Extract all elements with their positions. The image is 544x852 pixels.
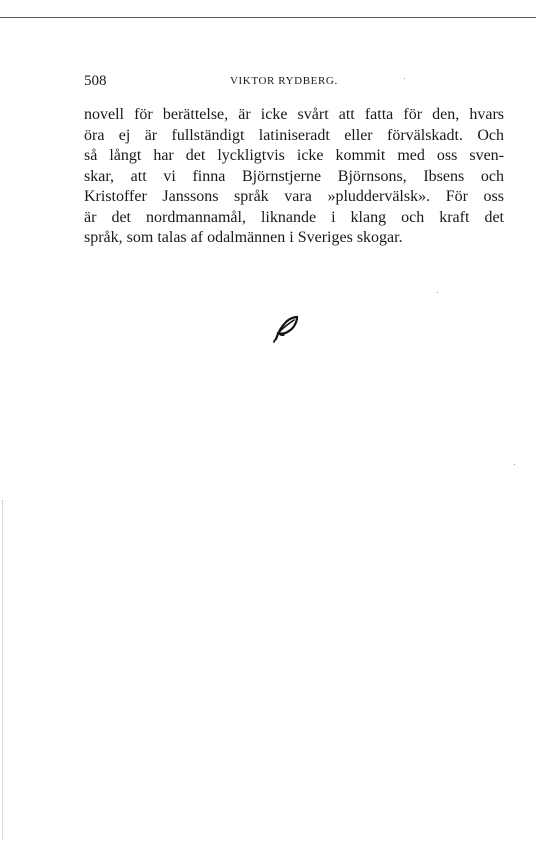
text-line: så långt har det lyckligtvis icke kommit med oss sven- bbox=[84, 147, 504, 164]
top-rule bbox=[0, 17, 536, 18]
running-head bbox=[84, 73, 504, 91]
leaf-ornament-icon bbox=[272, 313, 300, 343]
paper-speck bbox=[437, 292, 438, 293]
paper-speck bbox=[514, 464, 515, 465]
page-number: 508 bbox=[84, 73, 107, 89]
text-line: Kristoffer Janssons språk vara »pluddervälsk». För oss bbox=[84, 188, 504, 205]
text-line: skar, att vi finna Björnstjerne Björnsons, Ibsens och bbox=[84, 167, 504, 185]
text-line: språk, som talas af odalmännen i Sveriges skogar. bbox=[84, 229, 403, 246]
body-text bbox=[84, 105, 504, 249]
text-line: öra ej är fullständigt latiniseradt eller förvälskadt. Och bbox=[84, 126, 504, 144]
text-line: är det nordmannamål, liknande i klang och kraft det bbox=[84, 208, 504, 226]
scan-margin-line bbox=[2, 500, 3, 840]
header-title: VIKTOR RYDBERG. bbox=[230, 75, 338, 87]
paper-speck bbox=[404, 78, 405, 79]
text-line: novell för berättelse, är icke svårt att fatta för den, hvars bbox=[84, 106, 504, 123]
